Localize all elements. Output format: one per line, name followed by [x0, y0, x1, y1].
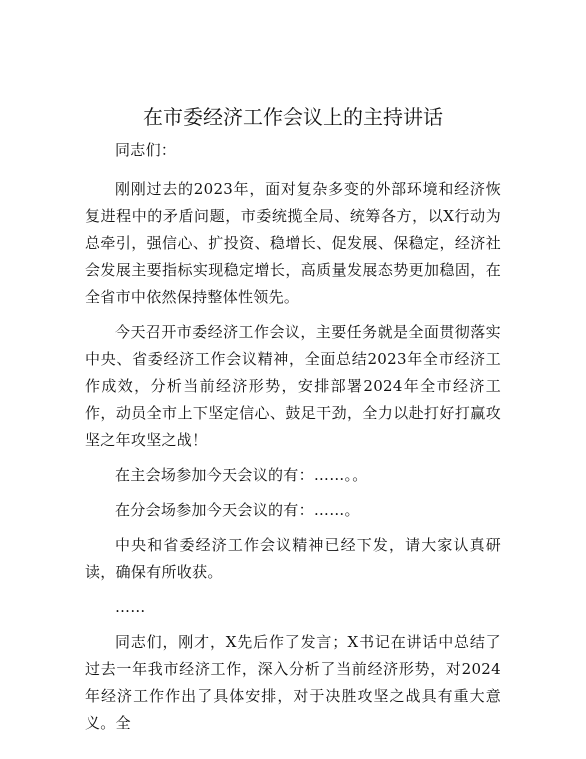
- document-body: [85, 137, 501, 745]
- paragraph-closing: 同志们，刚才，X先后作了发言；X书记在讲话中总结了过去一年我市经济工作，深入分析了当前经济形势，对2024年经济工作作出了具体安排，对于决胜攻坚之战具有重大意义。全: [85, 633, 501, 732]
- paragraph-main-venue: 在主会场参加今天会议的有：……。。: [115, 466, 368, 484]
- paragraph-review: 刚刚过去的2023年，面对复杂多变的外部环境和经济恢复进程中的矛盾问题，市委统揽全局、统筹各方，以X行动为总牵引，强信心、扩投资、稳增长、促发展、保稳定，经济社会发展主要指标实现稳定增长，高质量发展态势更加稳固，在全省市中依然保持整体性领先。: [85, 180, 501, 306]
- paragraph-sub-venue: 在分会场参加今天会议的有：……。: [115, 501, 360, 519]
- paragraph-spirit: 中央和省委经济工作会议精神已经下发，请大家认真研读，确保有所收获。: [85, 536, 501, 581]
- paragraph-task: 今天召开市委经济工作会议，主要任务就是全面贯彻落实中央、省委经济工作会议精神，全面总结2023年全市经济工作成效，分析当前经济形势，安排部署2024年全市经济工作，动员全市上下坚定信心、鼓足干劲，全力以赴打好打赢攻坚之年攻坚之战！: [85, 323, 501, 449]
- document-title: 在市委经济工作会议上的主持讲话: [143, 105, 443, 129]
- paragraph-ellipsis: ……: [115, 598, 146, 616]
- salutation: 同志们：: [115, 141, 177, 159]
